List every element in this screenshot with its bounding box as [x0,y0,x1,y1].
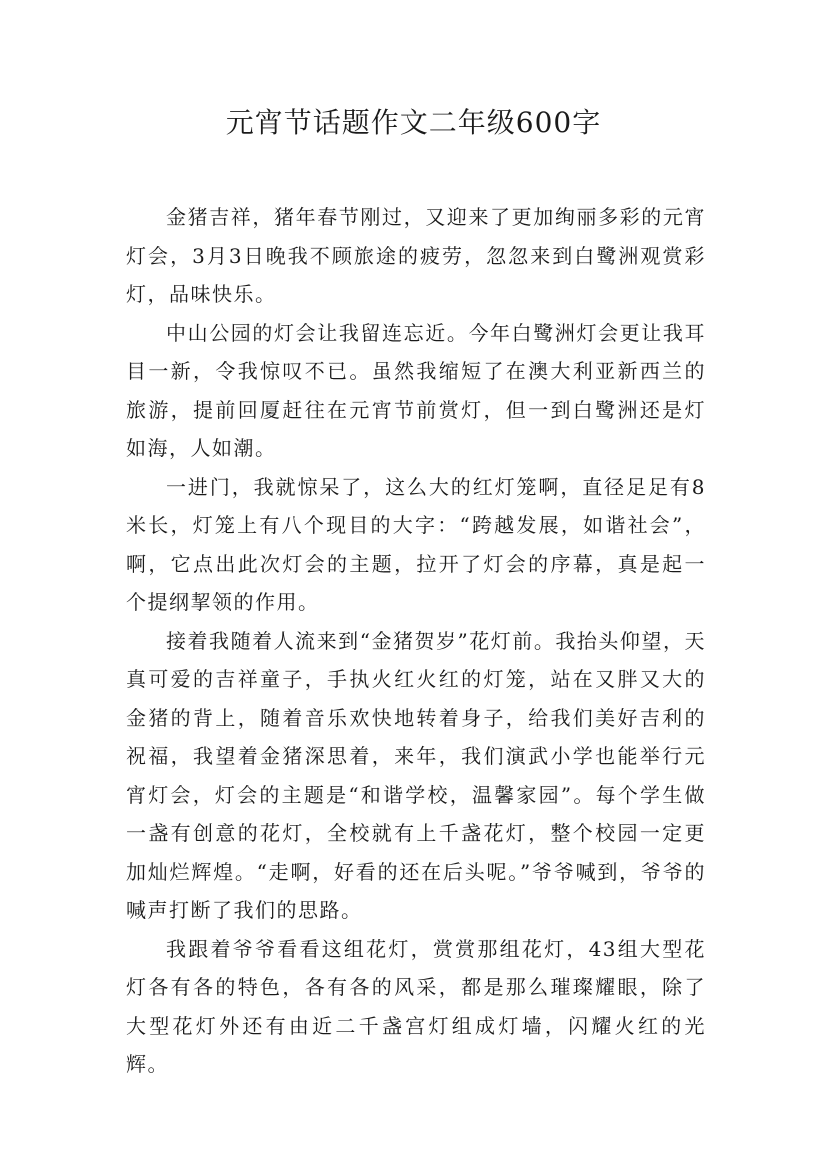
paragraph: 接着我随着人流来到“金猪贺岁”花灯前。我抬头仰望，天真可爱的吉祥童子，手执火红火红的灯笼，站在又胖又大的金猪的背上，随着音乐欢快地转着身子，给我们美好吉利的祝福，我望着金猪深思着，来年，我们演武小学也能举行元宵灯会，灯会的主题是“和谐学校，温馨家园”。每个学生做一盏有创意的花灯，全校就有上千盏花灯，整个校园一定更加灿烂辉煌。“走啊，好看的还在后头呢。”爷爷喊到，爷爷的喊声打断了我们的思路。 [126,628,706,922]
paragraph: 中山公园的灯会让我留连忘近。今年白鹭洲灯会更让我耳目一新，令我惊叹不已。虽然我缩短了在澳大利亚新西兰的旅游，提前回厦赶往在元宵节前赏灯，但一到白鹭洲还是灯如海，人如潮。 [126,320,706,460]
paragraph: 我跟着爷爷看看这组花灯，赏赏那组花灯，43组大型花灯各有各的特色，各有各的风采，都是那么璀璨耀眼，除了大型花灯外还有由近二千盏宫灯组成灯墙，闪耀火红的光辉。 [126,936,706,1076]
document-body [126,198,706,1084]
paragraph: 金猪吉祥，猪年春节刚过，又迎来了更加绚丽多彩的元宵灯会，3月3日晚我不顾旅途的疲劳，忽忽来到白鹭洲观赏彩灯，品味快乐。 [126,205,706,306]
paragraph: 一进门，我就惊呆了，这么大的红灯笼啊，直径足足有8米长，灯笼上有八个现目的大字：“跨越发展，如谐社会”，啊，它点出此次灯会的主题，拉开了灯会的序幕，真是起一个提纲挈领的作用。 [126,474,706,614]
document-title: 元宵节话题作文二年级600字 [225,106,602,139]
